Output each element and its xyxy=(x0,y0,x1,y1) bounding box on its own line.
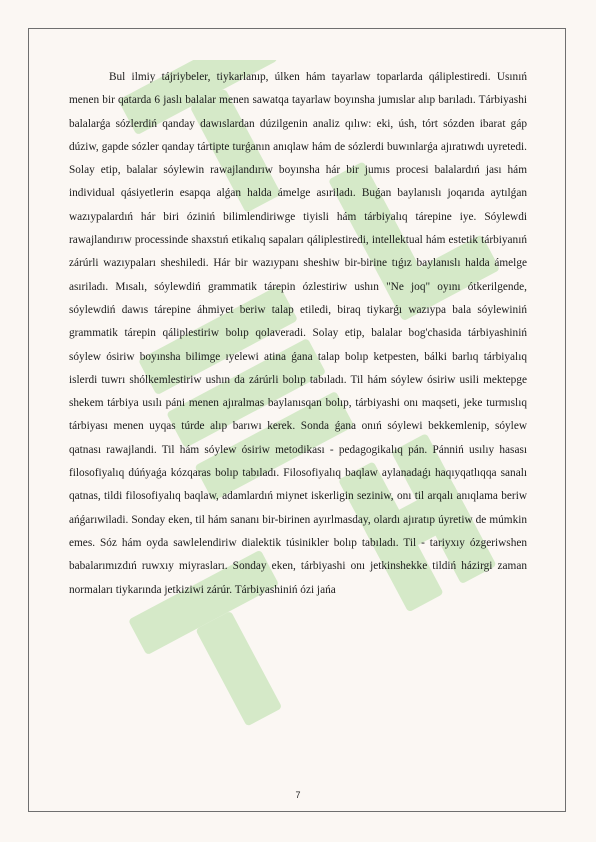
body-paragraph: Bul ilmiy tájriybeler, tiykarlanıp, úlken hám tayarlaw toparlarda qáliplestiredi. Usınıń menen bir qatarda 6 jaslı balalar menen sawatqa tayarlaw boyınsha jumıslar alıp barıladı. Tárbiyashi balalarǵa sózlerdiń qanday dawıslardan dúzilgenin analiz qılıw: eki, úsh, tórt sózden ibarat gáp dúziw, gapde sózler qanday tártipte turǵanın anıqlaw hám de sózlerdi buwınlarǵa ajıratıwdı uyretedi. Solay etip, balalar sóylewin rawajlandırıw boyınsha hár bir jumıs procesi balalardıń jası hám individual qásiyetlerin esapqa alǵan halda ámelge asıriladı. Buǵan baylanıslı joqarıda aytılǵan wazıypalardıń hár biri óziniń bilimlendiriwge tiyisli hám tárbiyalıq tárepine iye. Sóylewdi rawajlandırıw processinde shaxstıń etikalıq sapaları qáliplestiredi, intellektual hám estetik tárbiyanıń zárúrli wazıypaları sheshiledi. Hár bir wazıypanı sheshiw bir-birine tıǵız baylanıslı halda ámelge asıriladı. Mısalı, sóylewdiń grammatik tárepin ózlestiriw ushın "Ne joq" oyını ótkerilgende, sóylewdiń dawıs tárepine áhmiyet beriw talap etiledi, biraq tiykarǵı wazıypa bala sóylewiniń grammatik tárepin qáliplestiriw bolıp qolaveradi. Solay etip, balalar bog'chasida tárbiyashiniń sóylew ósiriw boyınsha bilimge ıyelewi atina ǵana talap bolıp ketpesten, bálki barlıq tárbiyalıq islerdi tuwrı shólkemlestiriw ushın da zárúrli bolıp tabıladı. Til hám sóylew ósiriw usili mektepge shekem tárbiya usılı páni menen ajıralmas baylanısqan bolıp, tárbiyashi onı maqseti, jeke turmıslıq tárbiyası menen uyqas túrde alıp barıwı kerek. Sonda ǵana onıń sóylewi bekkemlenip, sóylew qatnası rawajlandi. Til hám sóylew ósiriw metodikası - pedagogikalıq pán. Pánniń usılıy hasası filosofiyalıq dúńyaǵa kózqaras bolıp tabıladı. Filosofiyalıq baqlaw aylanadaǵı haqıyqatlıqqa sanalı qatnas, tildi filosofiyalıq baqlaw, adamlardıń miynet iskerligin seziniw, onı til arqalı anıqlama beriw ańǵarıwiladi. Sonday eken, til hám sananı bir-birinen ayırlmasday, olardı ajıratıp úyretiw de múmkin emes. Sóz hám oyda sawlelendiriw dialektik túsinikler bolıp tabıladı. Til - tariyxıy ózgeriwshen babalarımızdıń ruwxıy miyrasları. Sonday eken, tárbiyashi onı jetkinshekke tildiń házirgi zaman normaları tiykarında jetkiziwi zárúr. Tárbiyashiniń ózi jańa xyxy=(69,71,527,596)
page-number: 7 xyxy=(295,790,301,800)
